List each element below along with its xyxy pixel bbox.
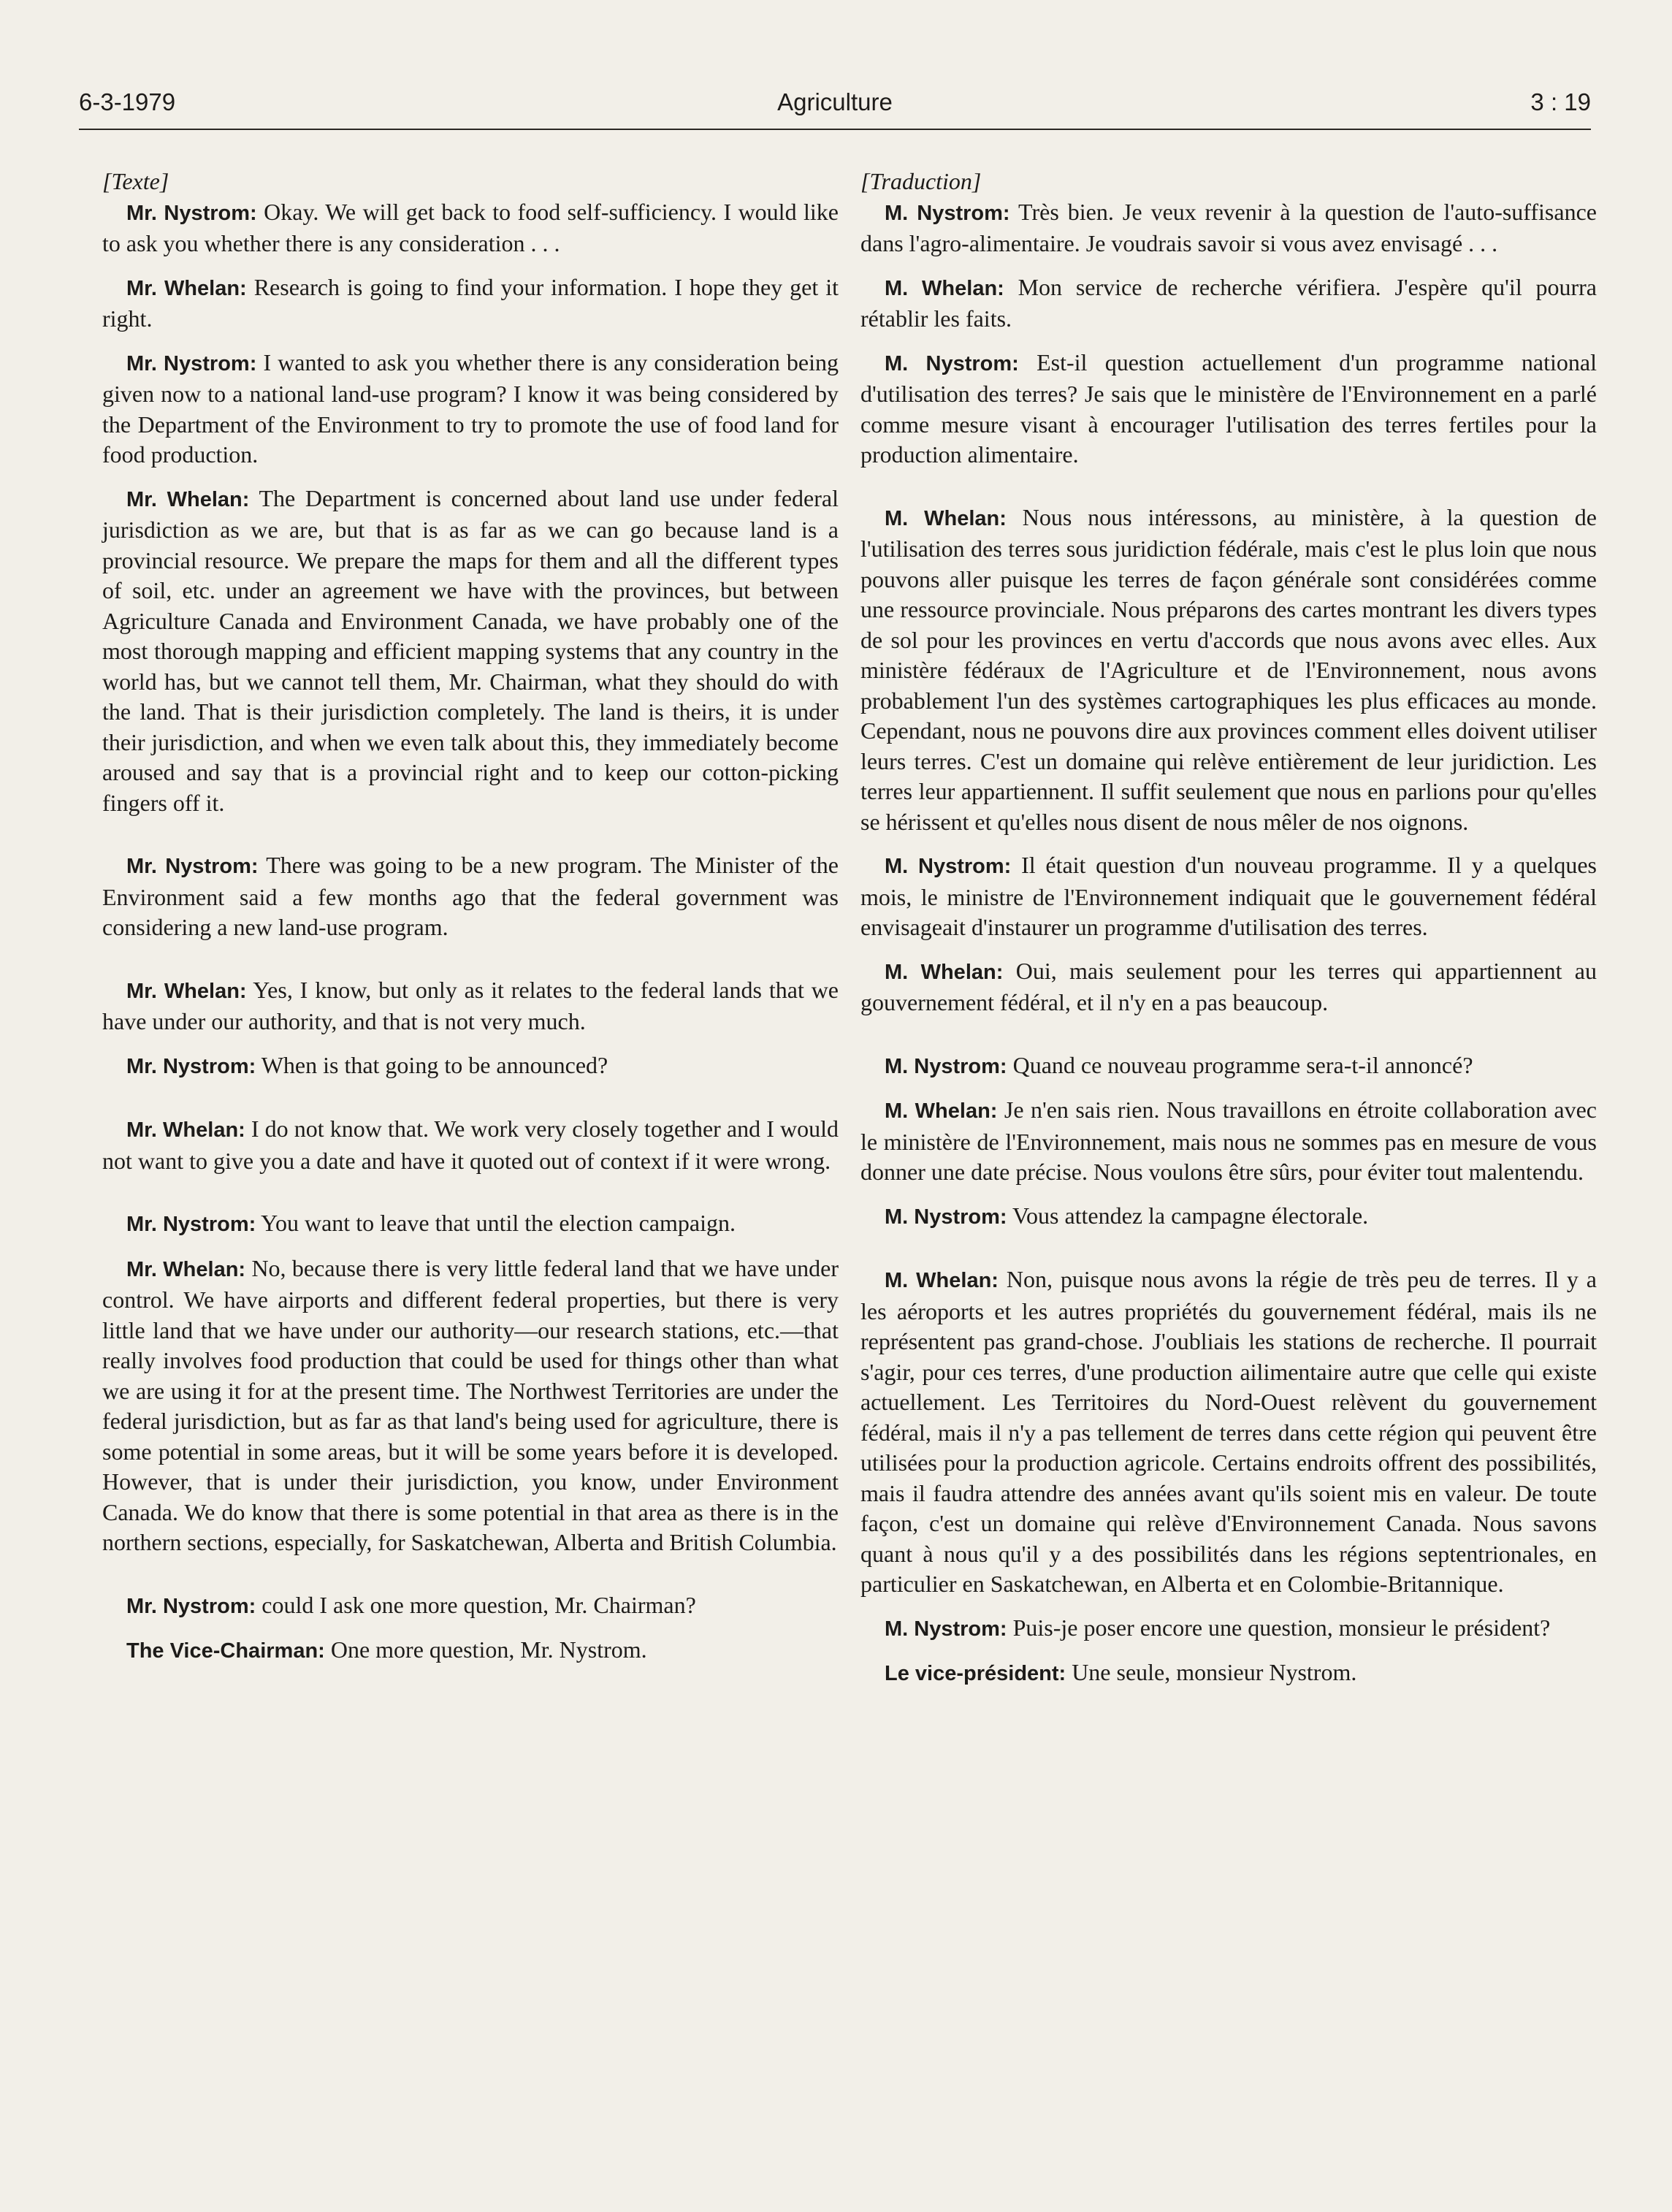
french-column <box>860 167 1597 1690</box>
speech: The Department is concerned about land use under federal jurisdiction as we are, but that is as far as we can go because land is a provincial resource. We prepare the maps for them and all the different types of soil, etc. under an agreement we have with the provinces, but between Agriculture Canada and Environment Canada, we have probably one of the most thorough mapping and efficient mapping systems that any country in the world has, but we cannot tell them, Mr. Chairman, what they should do with the land. That is their jurisdiction completely. The land is theirs, it is under their jurisdiction, and when we even talk about this, they immediately become aroused and say that is a provincial right and to keep our cotton-picking fingers off it. <box>102 484 839 816</box>
paragraph <box>102 1114 839 1176</box>
paragraph <box>860 1050 1597 1083</box>
paragraph <box>102 1635 839 1667</box>
paragraph <box>860 197 1597 259</box>
speech: Vous attendez la campagne électorale. <box>1007 1202 1369 1229</box>
paragraph <box>102 1050 839 1083</box>
paragraph <box>860 272 1597 335</box>
speech: You want to leave that until the election campaign. <box>256 1210 736 1236</box>
paragraph <box>102 197 839 259</box>
speaker: Mr. Whelan: <box>126 487 250 511</box>
speaker: M. Nystrom: <box>885 1617 1007 1641</box>
speaker: Mr. Nystrom: <box>126 855 259 878</box>
speech: could I ask one more question, Mr. Chairman? <box>256 1591 696 1618</box>
speech: Yes, I know, but only as it relates to the federal lands that we have under our authority, and that is not very much. <box>102 976 839 1034</box>
speech: Research is going to find your information. I hope they get it right. <box>102 273 839 332</box>
speech: No, because there is very little federal land that we have under control. We have airports and different federal properties, but there is very little land that we have under our authority—our research stations, etc.—that really involves food production that could be used for things other than what we are using it for at the present time. The Northwest Territories are under the federal jurisdiction, but as far as that land's being used for agriculture, there is some potential in some areas, but it will be some years before it is developed. However, that is under their jurisdiction, you know, under Environment Canada. We do know that there is some potential in that area as there is in the northern sections, especially, for Saskatchewan, Alberta and British Columbia. <box>102 1254 839 1555</box>
speaker: Mr. Nystrom: <box>126 1594 256 1618</box>
speaker: Mr. Nystrom: <box>126 1054 256 1078</box>
paragraph <box>860 1095 1597 1188</box>
lang-tag: [Texte] <box>102 168 169 194</box>
speaker: Le vice-président: <box>885 1662 1066 1685</box>
paragraph <box>102 1208 839 1240</box>
paragraph <box>102 348 839 470</box>
paragraph <box>102 850 839 943</box>
paragraph <box>860 348 1597 470</box>
paragraph <box>860 1658 1597 1690</box>
speech: Une seule, monsieur Nystrom. <box>1066 1659 1357 1685</box>
speaker: Mr. Whelan: <box>126 1118 245 1142</box>
speaker: Mr. Whelan: <box>126 979 247 1003</box>
speaker: The Vice-Chairman: <box>126 1639 325 1663</box>
speaker: M. Whelan: <box>885 506 1007 530</box>
speaker: M. Whelan: <box>885 276 1004 300</box>
paragraph <box>102 1254 839 1558</box>
speech: One more question, Mr. Nystrom. <box>324 1636 647 1663</box>
paragraph <box>860 1201 1597 1233</box>
speech: Nous nous intéressons, au ministère, à la question de l'utilisation des terres sous juridiction fédérale, mais c'est le plus loin que nous pouvons aller puisque les terres de façon générale sont considérées comme une ressource provinciale. Nous préparons des cartes montrant les divers types de sol pour les provinces en vertu d'accords que nous avons avec elles. Aux ministère fédéraux de l'Agriculture et de l'Environnement, nous avons probablement l'un des systèmes cartographiques les plus efficaces au monde. Cependant, nous ne pouvons dire aux provinces comment elles doivent utiliser leurs terres. C'est un domaine qui relève entièrement de leur juridiction. Les terres leur appartiennent. Il suffit seulement que nous en parlions pour qu'elles se hérissent et qu'elles nous disent de nous mêler de nos oignons. <box>860 503 1597 835</box>
speech: Très bien. Je veux revenir à la question de l'auto-suffisance dans l'agro-alimentaire. Je voudrais savoir si vous avez envisagé . . . <box>860 198 1597 256</box>
speech: Okay. We will get back to food self-sufficiency. I would like to ask you whether there is any consideration . . . <box>102 198 839 256</box>
speaker: M. Nystrom: <box>885 351 1019 375</box>
speaker: M. Nystrom: <box>885 1054 1007 1078</box>
paragraph <box>860 1265 1597 1600</box>
speaker: Mr. Whelan: <box>126 276 247 300</box>
speaker: Mr. Nystrom: <box>126 351 257 375</box>
paragraph <box>860 503 1597 838</box>
header-date: 6-3-1979 <box>79 88 176 115</box>
paragraph <box>102 484 839 819</box>
speech: Puis-je poser encore une question, monsieur le président? <box>1007 1614 1551 1641</box>
speaker: M. Whelan: <box>885 960 1004 984</box>
paragraph <box>860 1613 1597 1645</box>
paragraph <box>860 956 1597 1018</box>
header-committee: Agriculture <box>777 88 893 115</box>
speech: Non, puisque nous avons la régie de très peu de terres. Il y a les aéroports et les autres propriétés du gouvernement fédéral, mais ils ne représentent pas grand-chose. J'oubliais les stations de recherche. Il pourrait s'agir, pour ces terres, d'une production ailimentaire autre que celle qui existe actuellement. Les Territoires du Nord-Ouest relèvent du gouvernement fédéral, mais il n'y a pas tellement de terres dans cette région qui peuvent être utilisées pour la production agricole. Certains endroits offrent des possibilités, mais il faudra attendre des années avant qu'ils soient mis en valeur. De toute façon, c'est un domaine qui relève d'Environnement Canada. Nous savons quant à nous qu'il y a des possibilités dans les régions septentrionales, en particulier en Saskatchewan, en Alberta et en Colombie-Britannique. <box>860 1266 1597 1597</box>
speech: Je n'en sais rien. Nous travaillons en étroite collaboration avec le ministère de l'Environnement, mais nous ne sommes pas en mesure de vous donner une date précise. Nous voulons être sûrs, pour éviter tout malentendu. <box>860 1097 1597 1185</box>
paragraph <box>102 975 839 1037</box>
speech: Est-il question actuellement d'un programme national d'utilisation des terres? Je sais que le ministère de l'Environnement en a parlé comme mesure visant à encourager l'utilisation des terres fertiles pour la production alimentaire. <box>860 348 1597 468</box>
header-page-number: 3 : 19 <box>1530 88 1591 115</box>
paragraph <box>102 1590 839 1622</box>
speech: I wanted to ask you whether there is any consideration being given now to a national land-use program? I know it was being considered by the Department of the Environment to try to promote the use of food land for food production. <box>102 348 839 468</box>
speech: Mon service de recherche vérifiera. J'espère qu'il pourra rétablir les faits. <box>860 273 1597 332</box>
paragraph <box>860 850 1597 943</box>
lang-tag: [Traduction] <box>860 168 982 194</box>
speaker: M. Nystrom: <box>885 201 1010 225</box>
speaker: M. Nystrom: <box>885 855 1012 878</box>
paragraph <box>102 272 839 335</box>
speech: There was going to be a new program. The Minister of the Environment said a few months ago that the federal government was considering a new land-use program. <box>102 852 839 940</box>
speaker: Mr. Nystrom: <box>126 1213 256 1236</box>
speech: Il était question d'un nouveau programme. Il y a quelques mois, le ministre de l'Environnement indiquait que le gouvernement fédéral envisageait d'instaurer un programme d'utilisation des terres. <box>860 852 1597 940</box>
speaker: M. Whelan: <box>885 1099 998 1123</box>
speaker: M. Nystrom: <box>885 1205 1007 1229</box>
speech: When is that going to be announced? <box>256 1051 608 1078</box>
speaker: Mr. Whelan: <box>126 1257 246 1281</box>
speech: I do not know that. We work very closely together and I would not want to give you a date and have it quoted out of context if it were wrong. <box>102 1115 839 1174</box>
speech: Oui, mais seulement pour les terres qui appartiennent au gouvernement fédéral, et il n'y en a pas beaucoup. <box>860 957 1597 1015</box>
speech: Quand ce nouveau programme sera-t-il annoncé? <box>1007 1051 1473 1078</box>
english-column <box>102 167 839 1667</box>
speaker: M. Whelan: <box>885 1269 999 1292</box>
header-rule <box>79 129 1591 130</box>
speaker: Mr. Nystrom: <box>126 201 257 225</box>
